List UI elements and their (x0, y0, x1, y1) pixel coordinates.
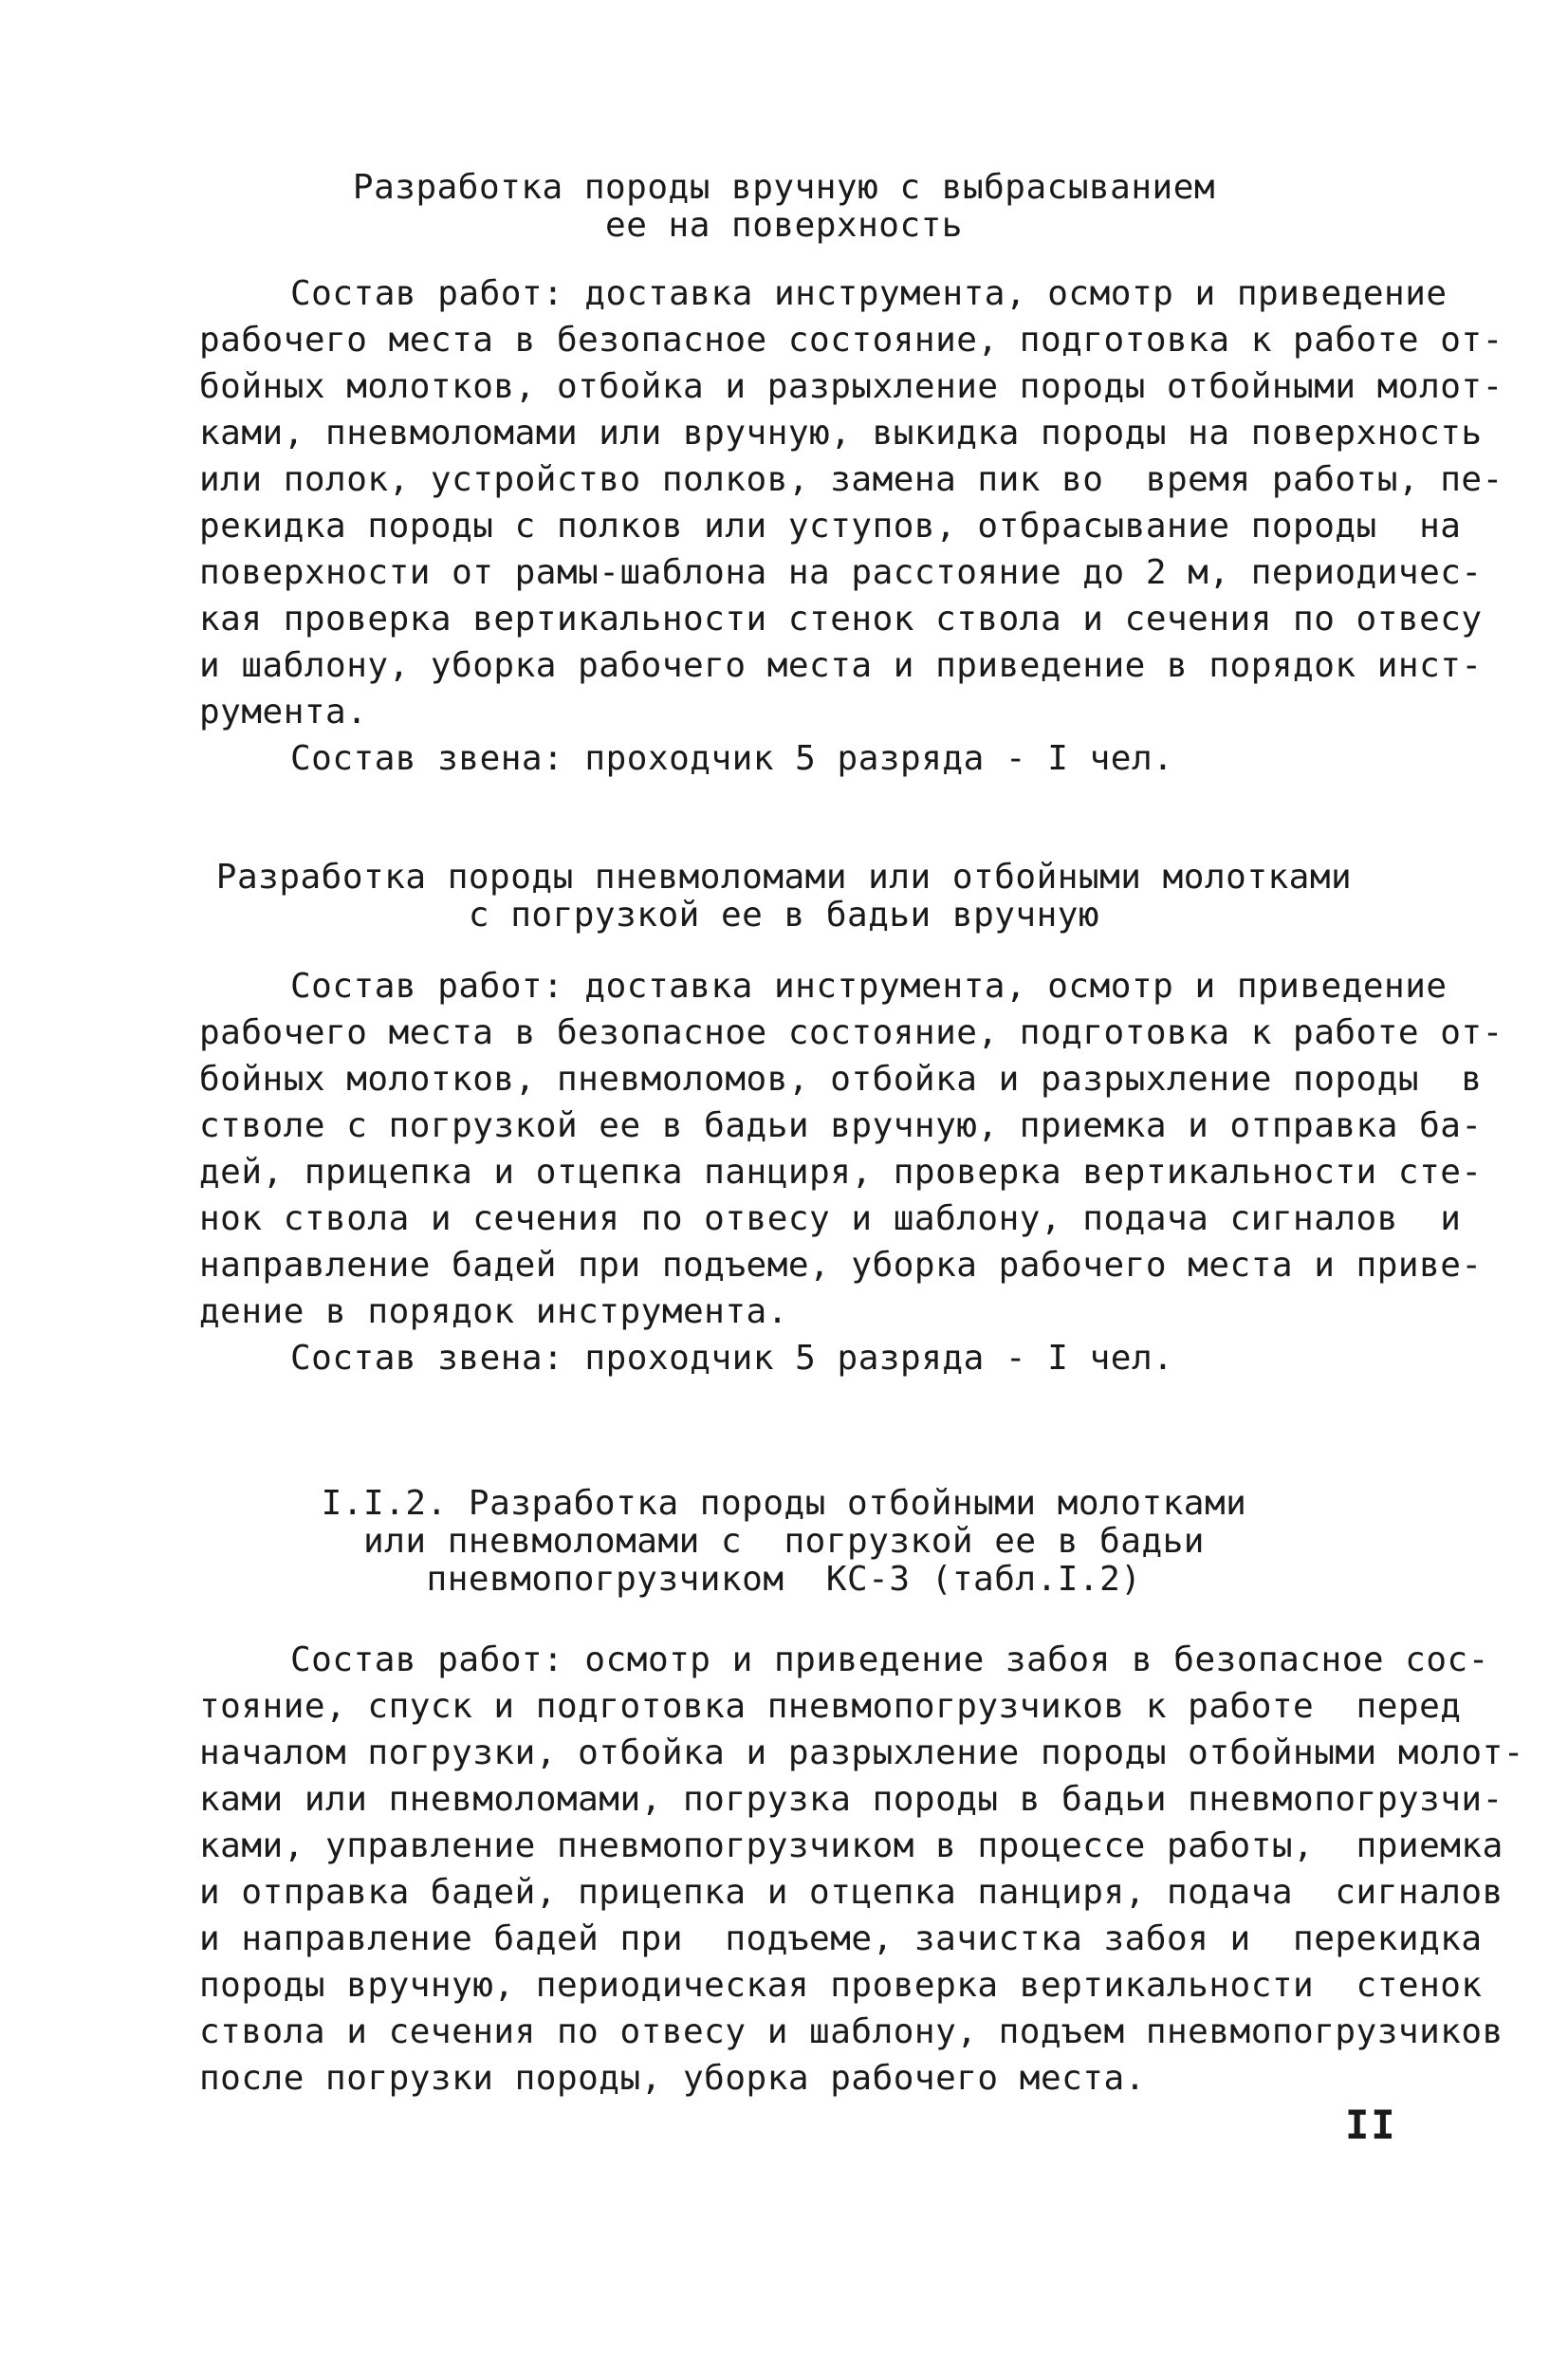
section-3-work-composition (199, 1637, 1524, 2102)
section-1-heading (0, 169, 1568, 245)
text-line: нок ствола и сечения по отвесу и шаблону, подача сигналов и (199, 1199, 1462, 1238)
text-line: ками, управление пневмопогрузчиком в процессе работы, приемка (199, 1826, 1503, 1865)
text-line: ками или пневмоломами, погрузка породы в бадьи пневмопогрузчи- (199, 1780, 1503, 1819)
text-line: началом погрузки, отбойка и разрыхление породы отбойными молот- (199, 1733, 1524, 1772)
text-line: дение в порядок инструмента. (199, 1292, 788, 1331)
text-line: рабочего места в безопасное состояние, подготовка к работе от- (199, 321, 1503, 360)
text-line: и шаблону, уборка рабочего места и приведение в порядок инст- (199, 646, 1483, 685)
text-line: бойных молотков, пневмоломов, отбойка и разрыхление породы в (199, 1060, 1483, 1099)
text-line: рекидка породы с полков или уступов, отбрасывание породы на (199, 507, 1462, 546)
text-line: ками, пневмоломами или вручную, выкидка породы на поверхность (199, 414, 1483, 453)
text-line: кая проверка вертикальности стенок ствола и сечения по отвесу (199, 600, 1483, 639)
section-1-heading-line: ее на поверхность (605, 206, 963, 245)
text-line: Состав работ: осмотр и приведение забоя в безопасное сос- (290, 1640, 1489, 1679)
text-line: направление бадей при подъеме, уборка рабочего места и приве- (199, 1246, 1483, 1285)
text-line: Состав работ: доставка инструмента, осмотр и приведение (290, 274, 1448, 313)
text-line: рабочего места в безопасное состояние, подготовка к работе от- (199, 1013, 1503, 1052)
page-number: II (1345, 2102, 1397, 2148)
section-3-heading-line: или пневмоломами с погрузкой ее в бадьи (363, 1522, 1205, 1561)
section-1-heading-line: Разработка породы вручную с выбрасыванием (352, 168, 1216, 207)
section-2-work-composition (199, 963, 1503, 1381)
text-line: тояние, спуск и подготовка пневмопогрузчиков к работе перед (199, 1687, 1462, 1726)
section-3-heading-line: пневмопогрузчиком КС-3 (табл.I.2) (426, 1560, 1142, 1599)
text-line: поверхности от рамы-шаблона на расстояние до 2 м, периодичес- (199, 553, 1483, 592)
text-line: ствола и сечения по отвесу и шаблону, подъем пневмопогрузчиков (199, 2012, 1503, 2051)
section-3-heading (0, 1485, 1568, 1599)
text-line: дей, прицепка и отцепка панциря, проверка вертикальности сте- (199, 1153, 1483, 1192)
section-1-crew: Состав звена: проходчик 5 разряда - I чел. (290, 739, 1174, 778)
text-line: после погрузки породы, уборка рабочего места. (199, 2059, 1146, 2098)
section-2-heading-line: с погрузкой ее в бадьи вручную (468, 896, 1100, 935)
text-line: бойных молотков, отбойка и разрыхление породы отбойными молот- (199, 367, 1503, 406)
section-2-heading (0, 859, 1568, 935)
section-1-work-composition (199, 270, 1503, 782)
text-line: румента. (199, 693, 368, 732)
section-2-heading-line: Разработка породы пневмоломами или отбойными молотками (215, 858, 1353, 897)
text-line: или полок, устройство полков, замена пик во время работы, пе- (199, 460, 1503, 499)
text-line: породы вручную, периодическая проверка вертикальности стенок (199, 1966, 1483, 2005)
text-line: стволе с погрузкой ее в бадьи вручную, приемка и отправка ба- (199, 1106, 1483, 1145)
text-line: и отправка бадей, прицепка и отцепка панциря, подача сигналов (199, 1873, 1503, 1912)
text-line: Состав работ: доставка инструмента, осмотр и приведение (290, 967, 1448, 1006)
text-line: и направление бадей при подъеме, зачистка забоя и перекидка (199, 1919, 1483, 1958)
section-2-crew: Состав звена: проходчик 5 разряда - I чел. (290, 1339, 1174, 1378)
section-3-heading-line: I.I.2. Разработка породы отбойными молотками (321, 1484, 1247, 1523)
